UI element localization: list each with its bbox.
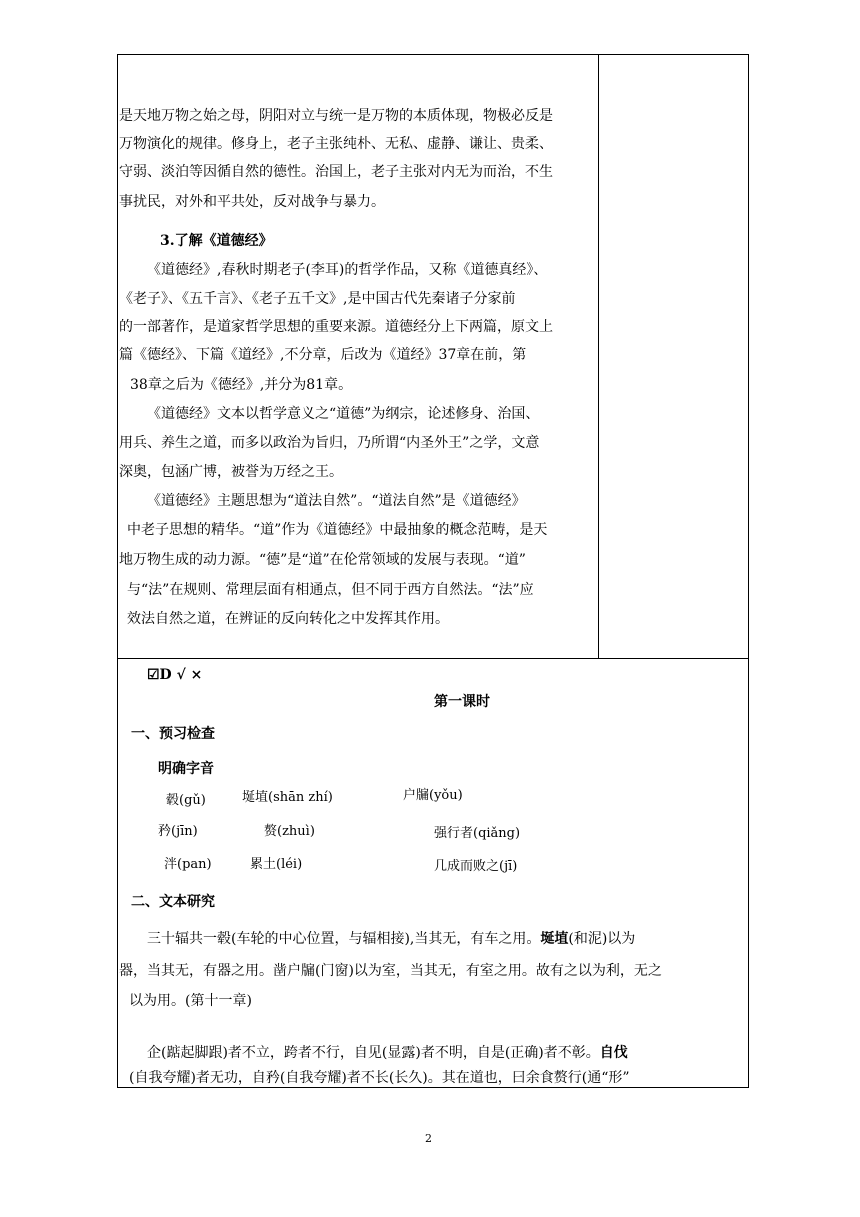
text-span: (和泥)以为: [568, 931, 636, 947]
text-line: 万物演化的规律。修身上，老子主张纯朴、无私、虚静、谦让、贵柔、: [119, 136, 553, 152]
pronunciation-item: 赘(zhuì): [264, 824, 315, 839]
text-line: [147, 1044, 628, 1062]
table-bottom-border: [117, 1087, 749, 1088]
column-divider: [598, 54, 599, 658]
text-span: 三十辐共一毂(车轮的中心位置，与辐相接),当其无，有车之用。: [147, 931, 541, 947]
text-line: 篇《德经》、下篇《道经》,不分章，后改为《道经》37章在前，第: [119, 347, 527, 363]
pronunciation-item: 泮(pan): [164, 857, 212, 872]
text-line: 《道德经》,春秋时期老子(李耳)的哲学作品，又称《道德真经》、: [147, 262, 548, 278]
text-line: 《道德经》文本以哲学意义之“道德”为纲宗，论述修身、治国、: [147, 406, 540, 422]
text-line: 事扰民，对外和平共处，反对战争与暴力。: [119, 194, 385, 210]
pronunciation-item: 矜(jīn): [158, 824, 198, 839]
section-heading: 一、预习检查: [131, 726, 215, 742]
text-line: 是天地万物之始之母，阴阳对立与统一是万物的本质体现，物极必反是: [119, 108, 553, 124]
pronunciation-item: 埏埴(shān zhí): [242, 790, 333, 805]
pronunciation-item: 毂(gǔ): [166, 793, 206, 808]
text-span: 企(踮起脚跟)者不立，跨者不行，自见(显露)者不明，自是(正确)者不彰。: [147, 1045, 600, 1061]
text-line: 38章之后为《德经》,并分为81章。: [130, 377, 353, 393]
text-line: 《道德经》主题思想为“道法自然”。“道法自然”是《道德经》: [147, 493, 526, 509]
pronunciation-item: 几成而败之(jī): [434, 859, 518, 874]
table-left-border: [117, 54, 118, 1088]
page-number: 2: [425, 1132, 432, 1145]
text-line: 用兵、养生之道，而多以政治为旨归，乃所谓“内圣外王”之学，文意: [119, 435, 540, 451]
text-line: 与“法”在规则、常理层面有相通点，但不同于西方自然法。“法”应: [127, 582, 534, 598]
text-line: 《老子》、《五千言》、《老子五千文》,是中国古代先秦诸子分家前: [119, 291, 516, 307]
lesson-title: 第一课时: [434, 694, 490, 710]
table-right-border: [748, 54, 749, 1088]
text-line: 守弱、淡泊等因循自然的德性。治国上，老子主张对内无为而治，不生: [119, 164, 553, 180]
text-line: 器，当其无，有器之用。凿户牖(门窗)以为室，当其无，有室之用。故有之以为利，无之: [119, 963, 662, 979]
text-line: 中老子思想的精华。“道”作为《道德经》中最抽象的概念范畴，是天: [127, 522, 548, 538]
text-line: 的一部著作，是道家哲学思想的重要来源。道德经分上下两篇，原文上: [119, 319, 553, 335]
text-line: [147, 930, 635, 948]
text-line: 以为用。(第十一章): [129, 993, 252, 1009]
text-line: 地万物生成的动力源。“德”是“道”在伦常领域的发展与表现。“道”: [119, 552, 526, 568]
subsection-heading: 明确字音: [158, 761, 214, 777]
text-line: (自我夸耀)者无功，自矜(自我夸耀)者不长(长久)。其在道也，曰余食赘行(通“形”: [129, 1070, 630, 1086]
section-heading: 二、文本研究: [131, 894, 215, 910]
section-heading: 3.了解《道德经》: [160, 233, 273, 249]
text-line: 深奥，包涵广博，被誉为万经之王。: [119, 464, 343, 480]
check-marks: ☑D √ ×: [147, 667, 203, 683]
pronunciation-item: 累土(léi): [250, 857, 303, 872]
row-divider: [117, 658, 749, 659]
pronunciation-item: 强行者(qiǎng): [434, 826, 521, 841]
bold-term: 埏埴: [540, 931, 569, 947]
pronunciation-item: 户牖(yǒu): [403, 788, 463, 803]
table-top-border: [117, 54, 749, 55]
bold-term: 自伐: [599, 1045, 628, 1061]
text-line: 效法自然之道，在辨证的反向转化之中发挥其作用。: [127, 611, 449, 627]
